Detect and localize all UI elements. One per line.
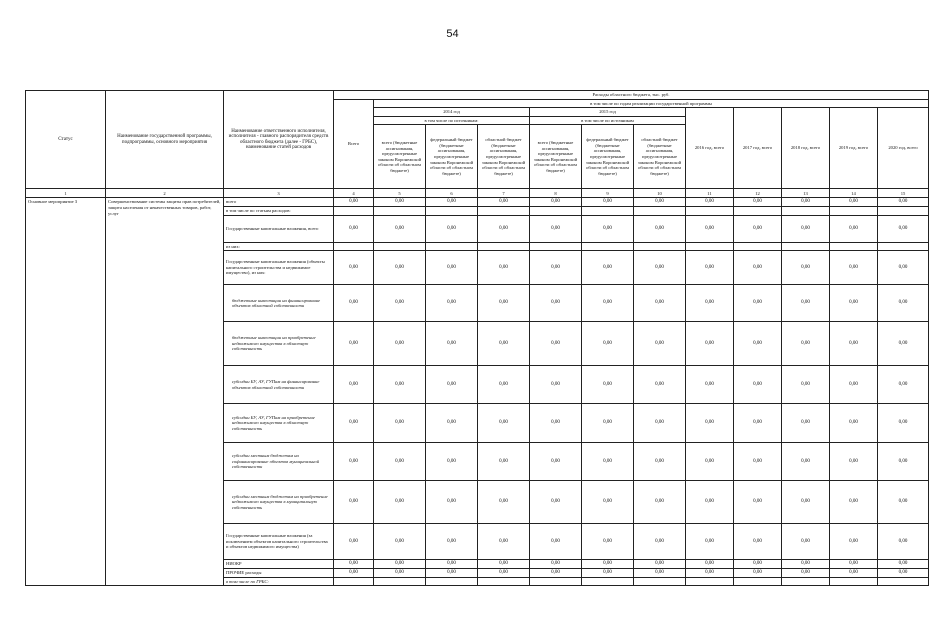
value-cell: 0,00 <box>878 198 929 207</box>
column-number: 1 <box>26 189 106 198</box>
column-number: 12 <box>734 189 782 198</box>
value-cell <box>634 242 686 251</box>
budget-table <box>25 90 929 586</box>
value-cell: 0,00 <box>334 404 374 443</box>
value-cell: 0,00 <box>478 198 530 207</box>
value-cell <box>582 577 634 586</box>
header-src-regional-2014: областной бюджет (бюджетные ассигнования, предусмотренные законом Воронежской области об областном бюджете) <box>478 125 530 189</box>
value-cell: 0,00 <box>334 443 374 481</box>
header-2017: 2017 год, всего <box>734 108 782 189</box>
value-cell: 0,00 <box>530 366 582 404</box>
value-cell: 0,00 <box>334 215 374 242</box>
value-cell: 0,00 <box>478 285 530 322</box>
value-cell <box>878 206 929 215</box>
value-cell: 0,00 <box>830 366 878 404</box>
value-cell: 0,00 <box>734 322 782 366</box>
value-cell: 0,00 <box>478 481 530 524</box>
value-cell: 0,00 <box>634 404 686 443</box>
row-label: бюджетные инвестиции на финансирование объектов областной собственности <box>224 285 334 322</box>
value-cell: 0,00 <box>582 198 634 207</box>
value-cell <box>686 577 734 586</box>
value-cell: 0,00 <box>426 404 478 443</box>
value-cell: 0,00 <box>530 481 582 524</box>
value-cell: 0,00 <box>582 443 634 481</box>
value-cell: 0,00 <box>426 569 478 578</box>
value-cell <box>878 577 929 586</box>
column-number-row <box>26 189 929 198</box>
row-label: Государственные капитальные вложения, всего <box>224 215 334 242</box>
column-number: 10 <box>634 189 686 198</box>
value-cell: 0,00 <box>374 404 426 443</box>
column-number: 8 <box>530 189 582 198</box>
value-cell: 0,00 <box>686 366 734 404</box>
value-cell: 0,00 <box>334 481 374 524</box>
value-cell: 0,00 <box>782 404 830 443</box>
value-cell: 0,00 <box>334 198 374 207</box>
value-cell: 0,00 <box>686 524 734 560</box>
header-src-regional-2015: областной бюджет (бюджетные ассигнования, предусмотренные законом Воронежской области об областном бюджете) <box>634 125 686 189</box>
value-cell: 0,00 <box>530 560 582 569</box>
value-cell <box>478 577 530 586</box>
value-cell: 0,00 <box>374 322 426 366</box>
value-cell: 0,00 <box>686 251 734 285</box>
value-cell: 0,00 <box>582 322 634 366</box>
value-cell: 0,00 <box>634 215 686 242</box>
column-number: 7 <box>478 189 530 198</box>
value-cell <box>334 242 374 251</box>
value-cell: 0,00 <box>374 569 426 578</box>
row-label: бюджетные инвестиции на приобретение недвижимого имущества в областную собственность <box>224 322 334 366</box>
value-cell: 0,00 <box>878 560 929 569</box>
value-cell: 0,00 <box>878 524 929 560</box>
value-cell <box>426 242 478 251</box>
value-cell: 0,00 <box>426 366 478 404</box>
value-cell: 0,00 <box>374 443 426 481</box>
value-cell: 0,00 <box>878 481 929 524</box>
value-cell: 0,00 <box>530 404 582 443</box>
value-cell: 0,00 <box>478 569 530 578</box>
value-cell: 0,00 <box>830 285 878 322</box>
value-cell: 0,00 <box>734 251 782 285</box>
value-cell: 0,00 <box>530 251 582 285</box>
header-year-2014: 2014 год <box>374 108 530 117</box>
value-cell: 0,00 <box>782 443 830 481</box>
value-cell: 0,00 <box>686 569 734 578</box>
value-cell: 0,00 <box>334 322 374 366</box>
status-cell: Основное мероприятие 3 <box>26 198 106 586</box>
value-cell: 0,00 <box>782 251 830 285</box>
value-cell: 0,00 <box>530 443 582 481</box>
value-cell: 0,00 <box>478 251 530 285</box>
header-src-total-2015: всего (бюджетные ассигнования, предусмотренные законом Воронежской области об областном бюджете) <box>530 125 582 189</box>
value-cell: 0,00 <box>734 481 782 524</box>
header-status: Статус <box>26 91 106 189</box>
value-cell: 0,00 <box>478 560 530 569</box>
header-src-federal-2014: федеральный бюджет (бюджетные ассигнования, предусмотренные законом Воронежской области об областном бюджете) <box>426 125 478 189</box>
value-cell: 0,00 <box>686 198 734 207</box>
row-label: субсидии местным бюджетам на софинансирование объектов муниципальной собственности <box>224 443 334 481</box>
value-cell <box>530 206 582 215</box>
value-cell: 0,00 <box>830 251 878 285</box>
value-cell <box>426 206 478 215</box>
header-2018: 2018 год, всего <box>782 108 830 189</box>
value-cell: 0,00 <box>374 285 426 322</box>
header-src-total-2014: всего (бюджетные ассигнования, предусмотренные законом Воронежской области об областном бюджете) <box>374 125 426 189</box>
value-cell: 0,00 <box>634 560 686 569</box>
value-cell <box>734 206 782 215</box>
value-cell: 0,00 <box>582 251 634 285</box>
table-row <box>26 198 929 207</box>
value-cell: 0,00 <box>782 524 830 560</box>
value-cell: 0,00 <box>878 569 929 578</box>
row-label: НИОКР <box>224 560 334 569</box>
value-cell: 0,00 <box>426 198 478 207</box>
value-cell: 0,00 <box>878 285 929 322</box>
value-cell: 0,00 <box>830 569 878 578</box>
value-cell <box>530 577 582 586</box>
value-cell: 0,00 <box>478 322 530 366</box>
value-cell: 0,00 <box>426 322 478 366</box>
value-cell: 0,00 <box>686 215 734 242</box>
value-cell: 0,00 <box>530 524 582 560</box>
page-number: 54 <box>446 28 459 40</box>
value-cell <box>426 577 478 586</box>
header-src-federal-2015: федеральный бюджет (бюджетные ассигнования, предусмотренные законом Воронежской области об областном бюджете) <box>582 125 634 189</box>
column-number: 11 <box>686 189 734 198</box>
table-body <box>26 198 929 586</box>
value-cell: 0,00 <box>634 524 686 560</box>
row-label: из них: <box>224 242 334 251</box>
value-cell: 0,00 <box>830 215 878 242</box>
value-cell <box>478 206 530 215</box>
value-cell: 0,00 <box>426 560 478 569</box>
value-cell: 0,00 <box>734 198 782 207</box>
header-2019: 2019 год, всего <box>830 108 878 189</box>
value-cell: 0,00 <box>374 251 426 285</box>
row-label: всего <box>224 198 334 207</box>
value-cell: 0,00 <box>582 404 634 443</box>
value-cell: 0,00 <box>634 481 686 524</box>
value-cell: 0,00 <box>634 285 686 322</box>
value-cell: 0,00 <box>830 443 878 481</box>
value-cell: 0,00 <box>582 215 634 242</box>
value-cell: 0,00 <box>734 366 782 404</box>
value-cell <box>782 577 830 586</box>
value-cell <box>530 242 582 251</box>
value-cell <box>582 206 634 215</box>
value-cell: 0,00 <box>782 366 830 404</box>
value-cell: 0,00 <box>634 198 686 207</box>
header-total: Всего <box>334 99 374 189</box>
header-expenses: Расходы областного бюджета, тыс. руб. <box>334 91 929 100</box>
value-cell: 0,00 <box>634 366 686 404</box>
value-cell: 0,00 <box>734 443 782 481</box>
value-cell: 0,00 <box>782 322 830 366</box>
header-2016: 2016 год, всего <box>686 108 734 189</box>
row-label: в том числе по статьям расходов: <box>224 206 334 215</box>
value-cell: 0,00 <box>334 285 374 322</box>
value-cell: 0,00 <box>374 215 426 242</box>
row-label: субсидии местным бюджетам на приобретение недвижимого имущества в муниципальную собственность <box>224 481 334 524</box>
column-number: 15 <box>878 189 929 198</box>
value-cell: 0,00 <box>374 481 426 524</box>
value-cell: 0,00 <box>782 481 830 524</box>
value-cell <box>374 206 426 215</box>
value-cell: 0,00 <box>634 443 686 481</box>
value-cell <box>374 242 426 251</box>
value-cell <box>782 242 830 251</box>
value-cell <box>634 577 686 586</box>
column-number: 2 <box>106 189 224 198</box>
value-cell <box>334 577 374 586</box>
value-cell: 0,00 <box>634 251 686 285</box>
value-cell <box>782 206 830 215</box>
value-cell: 0,00 <box>582 285 634 322</box>
value-cell: 0,00 <box>686 322 734 366</box>
value-cell: 0,00 <box>878 404 929 443</box>
value-cell: 0,00 <box>830 560 878 569</box>
row-label: в том числе по ГРБС: <box>224 577 334 586</box>
value-cell: 0,00 <box>478 366 530 404</box>
value-cell: 0,00 <box>374 560 426 569</box>
value-cell: 0,00 <box>478 524 530 560</box>
header-sources-2015: в том числе по источникам <box>530 116 686 125</box>
column-number: 13 <box>782 189 830 198</box>
value-cell: 0,00 <box>478 443 530 481</box>
header-sources-2014: в том числе по источникам: <box>374 116 530 125</box>
value-cell: 0,00 <box>686 481 734 524</box>
value-cell: 0,00 <box>530 322 582 366</box>
value-cell <box>830 242 878 251</box>
column-number: 14 <box>830 189 878 198</box>
value-cell: 0,00 <box>734 215 782 242</box>
column-number: 9 <box>582 189 634 198</box>
value-cell: 0,00 <box>686 285 734 322</box>
value-cell: 0,00 <box>830 198 878 207</box>
header-by-years: в том числе по годам реализации государственной программы <box>374 99 929 108</box>
column-number: 3 <box>224 189 334 198</box>
value-cell: 0,00 <box>426 251 478 285</box>
value-cell <box>878 242 929 251</box>
value-cell: 0,00 <box>734 569 782 578</box>
row-label: Государственные капитальные вложения (за исключением объектов капитального строительства и объектов недвижимого имущества) <box>224 524 334 560</box>
header-year-2015: 2015 год <box>530 108 686 117</box>
value-cell: 0,00 <box>634 569 686 578</box>
value-cell: 0,00 <box>478 404 530 443</box>
header-executor: Наименование ответственного исполнителя, исполнителя - главного распорядителя средств областного бюджета (далее - ГРБС), наименование статей расходов <box>224 91 334 189</box>
row-label: Государственные капитальные вложения (объекты капитального строительства и недвижимое имущество), из них: <box>224 251 334 285</box>
value-cell: 0,00 <box>782 198 830 207</box>
value-cell: 0,00 <box>426 215 478 242</box>
value-cell: 0,00 <box>582 366 634 404</box>
value-cell: 0,00 <box>734 404 782 443</box>
value-cell: 0,00 <box>734 560 782 569</box>
value-cell: 0,00 <box>374 366 426 404</box>
value-cell <box>478 242 530 251</box>
value-cell <box>582 242 634 251</box>
value-cell: 0,00 <box>334 569 374 578</box>
value-cell <box>686 206 734 215</box>
value-cell: 0,00 <box>530 198 582 207</box>
value-cell: 0,00 <box>782 569 830 578</box>
value-cell: 0,00 <box>426 443 478 481</box>
value-cell: 0,00 <box>478 215 530 242</box>
value-cell: 0,00 <box>374 524 426 560</box>
value-cell: 0,00 <box>426 481 478 524</box>
row-label: ПРОЧИЕ расходы <box>224 569 334 578</box>
program-name-cell: Совершенствование системы защиты прав потребителей, защита населения от некачественных товаров, работ, услуг <box>106 198 224 586</box>
column-number: 5 <box>374 189 426 198</box>
value-cell: 0,00 <box>582 481 634 524</box>
value-cell: 0,00 <box>878 443 929 481</box>
value-cell <box>634 206 686 215</box>
value-cell: 0,00 <box>878 322 929 366</box>
value-cell: 0,00 <box>830 322 878 366</box>
value-cell: 0,00 <box>334 366 374 404</box>
value-cell: 0,00 <box>878 251 929 285</box>
value-cell: 0,00 <box>830 481 878 524</box>
value-cell: 0,00 <box>686 443 734 481</box>
value-cell <box>374 577 426 586</box>
value-cell: 0,00 <box>530 569 582 578</box>
value-cell: 0,00 <box>426 524 478 560</box>
value-cell <box>830 206 878 215</box>
value-cell: 0,00 <box>734 524 782 560</box>
value-cell <box>334 206 374 215</box>
column-number: 4 <box>334 189 374 198</box>
value-cell: 0,00 <box>782 215 830 242</box>
value-cell: 0,00 <box>878 215 929 242</box>
value-cell: 0,00 <box>634 322 686 366</box>
value-cell: 0,00 <box>374 198 426 207</box>
value-cell: 0,00 <box>686 560 734 569</box>
value-cell <box>734 242 782 251</box>
value-cell: 0,00 <box>530 215 582 242</box>
value-cell: 0,00 <box>530 285 582 322</box>
header-2020: 2020 год, всего <box>878 108 929 189</box>
row-label: субсидии БУ, АУ, ГУПам на приобретение недвижимого имущества в областную собственность <box>224 404 334 443</box>
value-cell: 0,00 <box>334 251 374 285</box>
value-cell: 0,00 <box>734 285 782 322</box>
value-cell: 0,00 <box>782 285 830 322</box>
value-cell: 0,00 <box>830 404 878 443</box>
value-cell: 0,00 <box>582 524 634 560</box>
value-cell <box>686 242 734 251</box>
value-cell <box>734 577 782 586</box>
value-cell: 0,00 <box>334 560 374 569</box>
value-cell: 0,00 <box>686 404 734 443</box>
header-program: Наименование государственной программы, подпрограммы, основного мероприятия <box>106 91 224 189</box>
value-cell <box>830 577 878 586</box>
value-cell: 0,00 <box>878 366 929 404</box>
value-cell: 0,00 <box>426 285 478 322</box>
row-label: субсидии БУ, АУ, ГУПам на финансирование объектов областной собственности <box>224 366 334 404</box>
value-cell: 0,00 <box>582 569 634 578</box>
column-number: 6 <box>426 189 478 198</box>
value-cell: 0,00 <box>334 524 374 560</box>
value-cell: 0,00 <box>582 560 634 569</box>
value-cell: 0,00 <box>830 524 878 560</box>
value-cell: 0,00 <box>782 560 830 569</box>
